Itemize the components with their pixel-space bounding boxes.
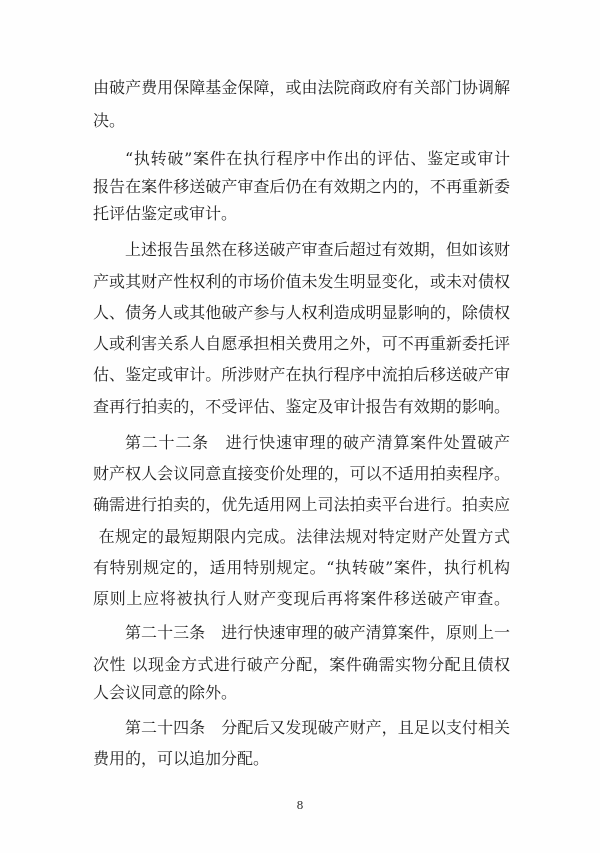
text-line: 由破产费用保障基金保障，或由法院商政府有关部门协调解 <box>93 78 510 97</box>
article-23-heading-line: 第二十三条 进行快速审理的破产清算案件，原则上一 <box>125 623 510 642</box>
text-line: 原则上应将被执行人财产变现后再将案件移送破产审查。 <box>93 589 510 608</box>
text-line: 财产权人会议同意直接变价处理的，可以不适用拍卖程序。 <box>93 464 510 483</box>
text-line: 估、鉴定或审计。所涉财产在执行程序中流拍后移送破产审 <box>93 365 510 384</box>
text-line: 查再行拍卖的，不受评估、鉴定及审计报告有效期的影响。 <box>93 397 510 416</box>
article-22-heading-line: 第二十二条 进行快速审理的破产清算案件处置破产 <box>125 433 510 452</box>
text-line: 费用的，可以追加分配。 <box>93 749 270 768</box>
text-line: 报告在案件移送破产审查后仍在有效期之内的，不再重新委 <box>93 177 510 196</box>
text-line: 人、债务人或其他破产参与人权利造成明显影响的，除债权 <box>93 303 510 322</box>
text-line: 次性 以现金方式进行破产分配，案件确需实物分配且债权 <box>93 655 510 674</box>
text-line: 人会议同意的除外。 <box>93 683 238 702</box>
page-number: 8 <box>296 799 304 812</box>
text-line: 人或利害关系人自愿承担相关费用之外，可不再重新委托评 <box>93 334 510 353</box>
text-line: 产或其财产性权利的市场价值未发生明显变化，或未对债权 <box>93 272 510 291</box>
paragraph-start-line: 上述报告虽然在移送破产审查后超过有效期，但如该财 <box>125 240 510 259</box>
paragraph-start-line: “执转破”案件在执行程序中作出的评估、鉴定或审计 <box>125 149 510 168</box>
text-line: 确需进行拍卖的，优先适用网上司法拍卖平台进行。拍卖应 <box>93 495 510 514</box>
text-line: 有特别规定的，适用特别规定。“执转破”案件，执行机构 <box>93 558 510 577</box>
article-24-heading-line: 第二十四条 分配后又发现破产财产，且足以支付相关 <box>125 718 510 737</box>
text-line: 在规定的最短期限内完成。法律法规对特定财产处置方式 <box>93 527 510 546</box>
text-line: 决。 <box>93 111 126 130</box>
text-line: 托评估鉴定或审计。 <box>93 204 238 223</box>
